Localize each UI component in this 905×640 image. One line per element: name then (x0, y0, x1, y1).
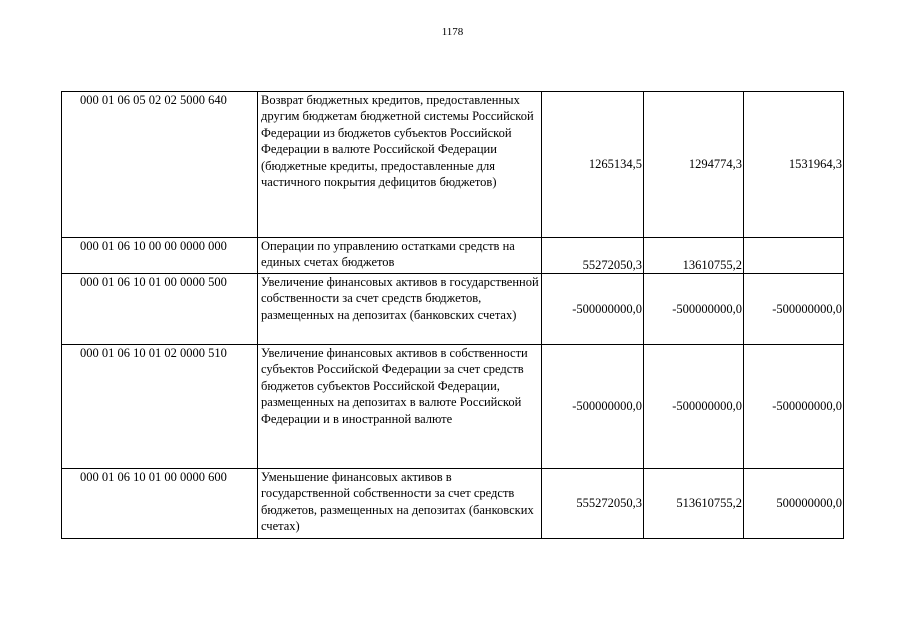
budget-classification-code: 000 01 06 10 00 00 0000 000 (62, 238, 258, 274)
amount-year-2: 513610755,2 (644, 469, 744, 539)
budget-classification-code: 000 01 06 10 01 00 0000 600 (62, 469, 258, 539)
amount-year-3: -500000000,0 (744, 274, 844, 345)
item-description: Увеличение финансовых активов в государственной собственности за счет средств бюджетов, размещенных на депозитах (банковских счетах) (258, 274, 542, 345)
budget-classification-code: 000 01 06 05 02 02 5000 640 (62, 92, 258, 238)
table-row (62, 274, 844, 345)
amount-year-2: -500000000,0 (644, 345, 744, 469)
amount-year-3: 500000000,0 (744, 469, 844, 539)
budget-classification-code: 000 01 06 10 01 00 0000 500 (62, 274, 258, 345)
table-row (62, 92, 844, 238)
table-row (62, 469, 844, 539)
amount-year-2: 1294774,3 (644, 92, 744, 238)
amount-year-1: -500000000,0 (542, 345, 644, 469)
amount-year-2: -500000000,0 (644, 274, 744, 345)
item-description: Операции по управлению остатками средств на единых счетах бюджетов (258, 238, 542, 274)
budget-sources-table (61, 91, 844, 539)
amount-year-3 (744, 238, 844, 274)
amount-year-1: 55272050,3 (542, 238, 644, 274)
item-description: Уменьшение финансовых активов в государственной собственности за счет средств бюджетов, размещенных на депозитах (банковских счетах) (258, 469, 542, 539)
table-row (62, 345, 844, 469)
item-description: Возврат бюджетных кредитов, предоставленных другим бюджетам бюджетной системы Российской Федерации из бюджетов субъектов Российской Федерации в валюте Российской Федерации (бюджетные кредиты, предоставленные для частичного покрытия дефицитов бюджетов) (258, 92, 542, 238)
amount-year-2: 13610755,2 (644, 238, 744, 274)
amount-year-1: -500000000,0 (542, 274, 644, 345)
amount-year-3: -500000000,0 (744, 345, 844, 469)
amount-year-1: 1265134,5 (542, 92, 644, 238)
page-number: 1178 (441, 26, 464, 38)
item-description: Увеличение финансовых активов в собственности субъектов Российской Федерации за счет средств бюджетов субъектов Российской Федерации, размещенных на депозитах в валюте Российской Федерации и в иностранной валюте (258, 345, 542, 469)
amount-year-3: 1531964,3 (744, 92, 844, 238)
amount-year-1: 555272050,3 (542, 469, 644, 539)
table-row (62, 238, 844, 274)
budget-classification-code: 000 01 06 10 01 02 0000 510 (62, 345, 258, 469)
